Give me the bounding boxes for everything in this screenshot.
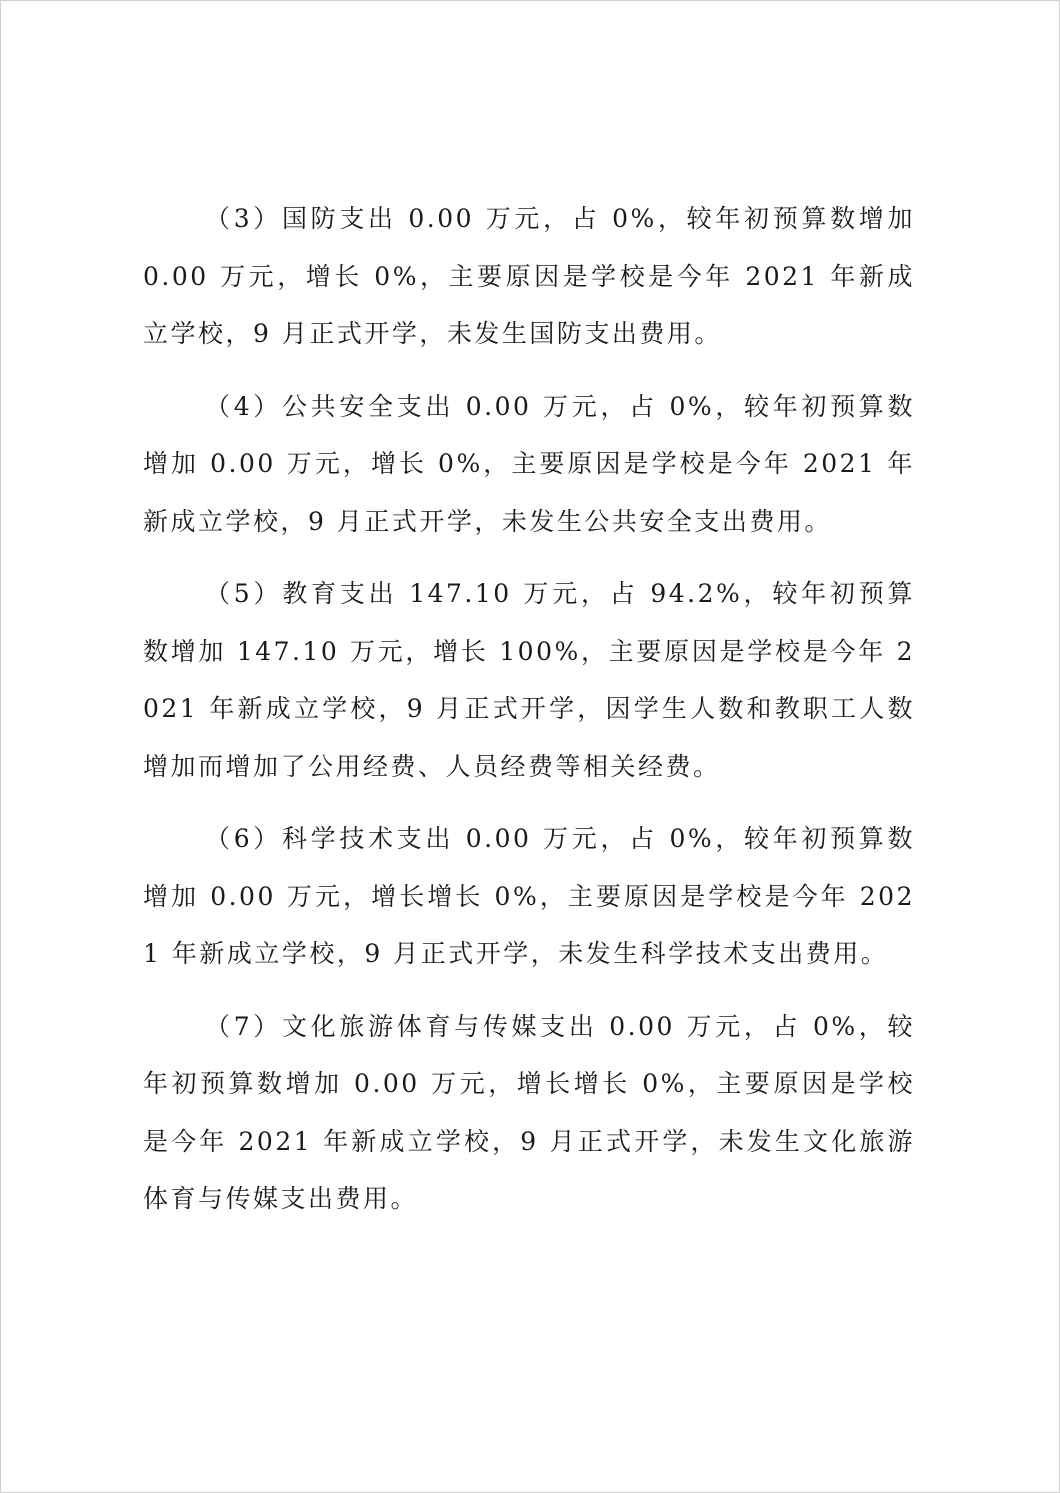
paragraph-defense-expenditure: （3）国防支出 0.00 万元，占 0%，较年初预算数增加 0.00 万元，增长 0%，主要原因是学校是今年 2021 年新成立学校，9 月正式开学，未发生国防支出费用。 bbox=[143, 204, 915, 348]
paragraph-science-technology-expenditure: （6）科学技术支出 0.00 万元，占 0%，较年初预算数增加 0.00 万元，增长增长 0%，主要原因是学校是今年 2021 年新成立学校，9 月正式开学，未发生科学技术支出费用。 bbox=[143, 824, 915, 968]
document-body bbox=[143, 190, 915, 1243]
paragraph-education-expenditure: （5）教育支出 147.10 万元，占 94.2%，较年初预算数增加 147.10 万元，增长 100%，主要原因是学校是今年 2021 年新成立学校，9 月正式开学，因学生人数和教职工人数增加而增加了公用经费、人员经费等相关经费。 bbox=[143, 579, 915, 781]
paragraph-culture-tourism-sports-media-expenditure: （7）文化旅游体育与传媒支出 0.00 万元，占 0%，较年初预算数增加 0.00 万元，增长增长 0%，主要原因是学校是今年 2021 年新成立学校，9 月正式开学，未发生文化旅游体育与传媒支出费用。 bbox=[143, 1011, 915, 1213]
paragraph-public-security-expenditure: （4）公共安全支出 0.00 万元，占 0%，较年初预算数增加 0.00 万元，增长 0%，主要原因是学校是今年 2021 年新成立学校，9 月正式开学，未发生公共安全支出费用。 bbox=[143, 391, 915, 536]
